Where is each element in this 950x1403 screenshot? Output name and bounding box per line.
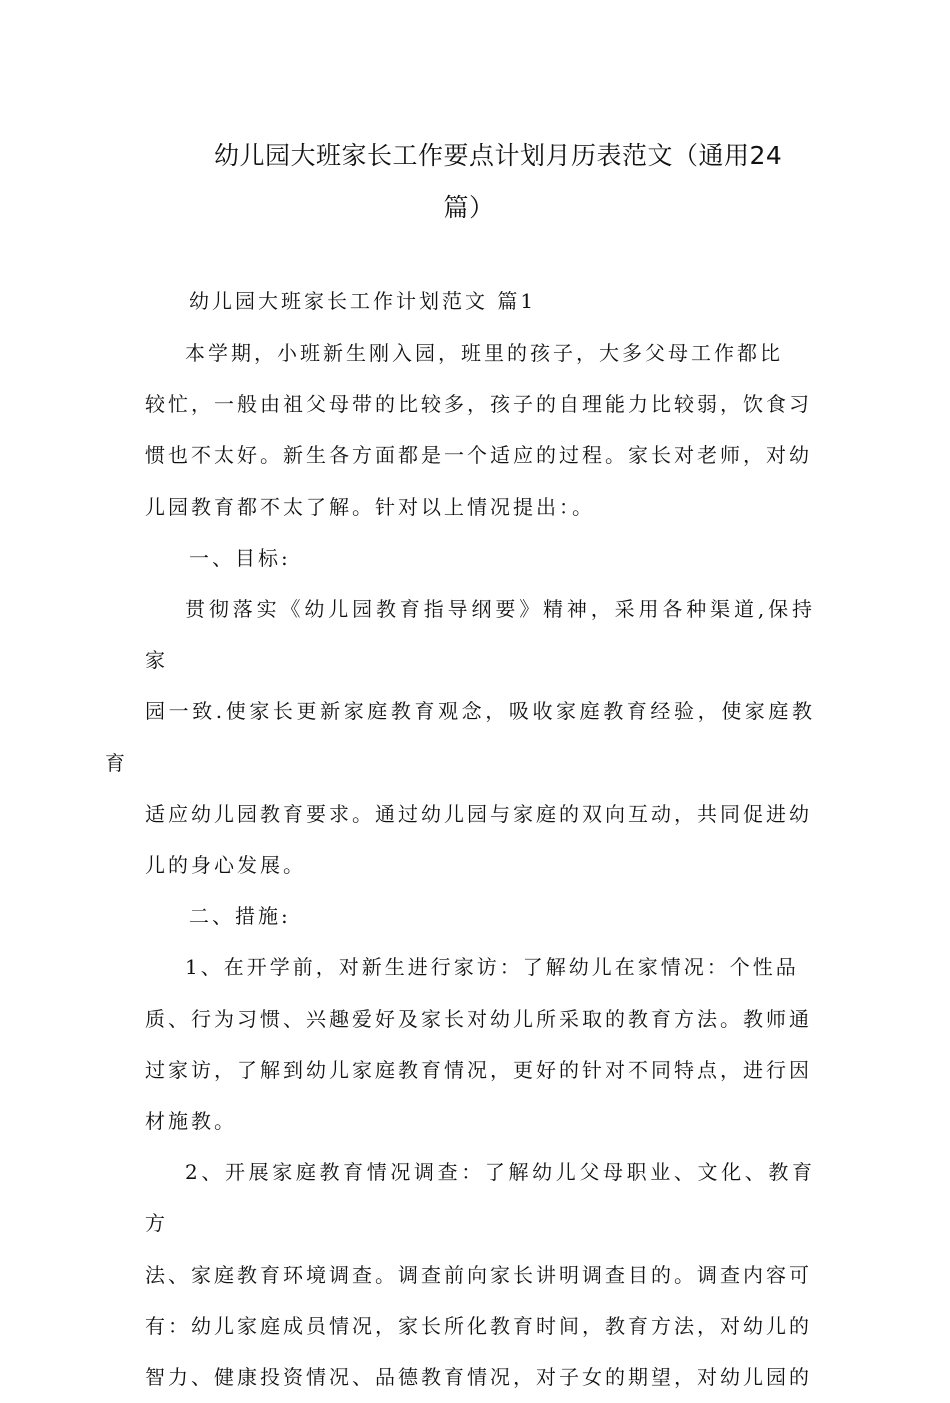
section-heading-goals: 一、目标:	[189, 545, 291, 570]
article-heading-block	[145, 276, 815, 327]
paragraph-line: 质、行为习惯、兴趣爱好及家长对幼儿所采取的教育方法。教师通	[145, 1006, 812, 1031]
paragraph-line: 有：幼儿家庭成员情况，家长所化教育时间，教育方法，对幼儿的	[145, 1313, 812, 1338]
paragraph-measure-2	[145, 1147, 815, 1403]
document-title	[214, 130, 804, 234]
paragraph-line: 法、家庭教育环境调查。调查前向家长讲明调查目的。调查内容可	[145, 1262, 812, 1287]
paragraph-line: 1、在开学前，对新生进行家访：了解幼儿在家情况：个性品	[185, 955, 799, 980]
paragraph-intro	[145, 328, 815, 533]
paragraph-measure-1	[145, 942, 815, 1147]
paragraph-goals	[105, 584, 815, 891]
paragraph-line: 智力、健康投资情况、品德教育情况，对子女的期望，对幼儿园的	[145, 1365, 812, 1390]
paragraph-line: 儿的身心发展。	[145, 853, 306, 878]
paragraph-line: 材施教。	[145, 1109, 237, 1134]
section-heading-measures: 二、措施:	[189, 904, 291, 929]
paragraph-line: 贯彻落实《幼儿园教育指导纲要》精神，采用各种渠道,保持家	[145, 597, 815, 673]
paragraph-line: 较忙，一般由祖父母带的比较多，孩子的自理能力比较弱，饮食习	[145, 392, 812, 417]
paragraph-line: 适应幼儿园教育要求。通过幼儿园与家庭的双向互动，共同促进幼	[145, 801, 812, 826]
paragraph-line: 本学期，小班新生刚入园，班里的孩子，大多父母工作都比	[185, 341, 783, 365]
article-body	[105, 328, 815, 1403]
paragraph-line: 园一致.使家长更新家庭教育观念，吸收家庭教育经验，使家庭教育	[105, 699, 815, 775]
article-heading: 幼儿园大班家长工作计划范文 篇1	[189, 289, 537, 313]
title-line-2: 篇）	[443, 193, 495, 222]
paragraph-line: 惯也不太好。新生各方面都是一个适应的过程。家长对老师，对幼	[145, 443, 812, 468]
paragraph-line: 儿园教育都不太了解。针对以上情况提出：。	[145, 494, 595, 519]
paragraph-line: 2、开展家庭教育情况调查：了解幼儿父母职业、文化、教育方	[145, 1160, 815, 1236]
paragraph-line: 过家访，了解到幼儿家庭教育情况，更好的针对不同特点，进行因	[145, 1057, 812, 1082]
title-line-1: 幼儿园大班家长工作要点计划月历表范文（通用24	[214, 141, 783, 170]
